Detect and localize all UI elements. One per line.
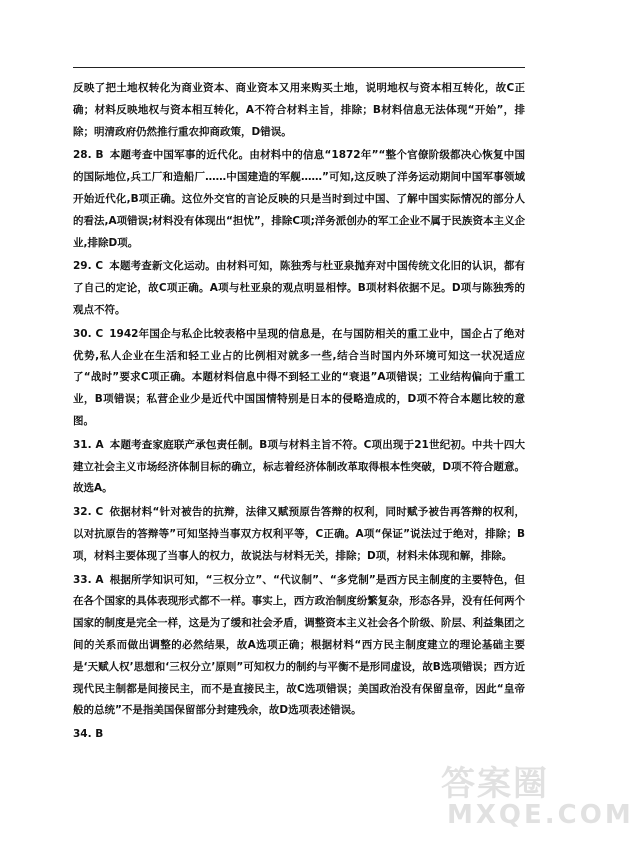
watermark-url: MXQE.COM [447, 800, 634, 830]
answer-29 [73, 256, 525, 321]
answer-31 [73, 435, 525, 500]
watermark-title: 答案圈 [441, 764, 549, 804]
paragraph-continuation [73, 78, 525, 143]
answer-number: 29. C [73, 260, 104, 273]
answer-text: 本题考查中国军事的近代化。由材料中的信息“1872年”“整个官僚阶级都决心恢复中国的国际地位,兵工厂和造船厂……中国建造的军舰……”可知,这反映了洋务运动期间中国军事领域开始近代化,B项正确。这位外交官的言论反映的只是当时到过中国、了解中国实际情况的部分人的看法,A项错误;材料没有体现出“担忧”，排除C项;洋务派创办的军工企业不属于民族资本主义企业,排除D项。 [73, 149, 525, 249]
answer-number: 30. C [73, 327, 104, 340]
answer-text: 本题考查新文化运动。由材料可知，陈独秀与杜亚泉抛弃对中国传统文化旧的认识，都有了自己的定论，故C项正确。A项与杜亚泉的观点明显相悖。B项材料依据不足。D项与陈独秀的观点不符。 [73, 260, 526, 316]
answer-text: 根据所学知识可知，“三权分立”、“代议制”、“多党制”是西方民主制度的主要特色，但在各个国家的具体表现形式都不一样。事实上，西方政治制度纷繁复杂，形态各异，没有任何两个国家的制度是完全一样，这是为了缓和社会矛盾，调整资本主义社会各个阶级、阶层、利益集团之间的关系而做出调整的必然结果，故A选项正确；根据材料“西方民主制度建立的理论基础主要是‘天赋人权’思想和‘三权分立’原则”可知权力的制约与平衡不是形同虚设，故B选项错误；西方近现代民主制都是间接民主，而不是直接民主，故C选项错误；美国政治没有保留皇帝，因此“皇帝般的总统”不是指美国保留部分封建残余，故D选项表述错误。 [73, 573, 525, 717]
answer-number: 34. B [73, 728, 104, 741]
answer-30 [73, 324, 525, 433]
answer-number: 33. A [73, 573, 104, 586]
answer-number: 31. A [73, 438, 104, 451]
answer-text: 依据材料“针对被告的抗辩，法律又赋预原告答辩的权利，同时赋予被告再答辩的权利，以对抗原告的答辩等”可知坚持当事双方权利平等，C正确。A项“保证”说法过于绝对，排除；B项，材料主要体现了当事人的权力，故说法与材料无关，排除；D项，材料未体现和解，排除。 [73, 506, 525, 562]
answer-text: 本题考查家庭联产承包责任制。B项与材料主旨不符。C项出现于21世纪初。中共十四大建立社会主义市场经济体制目标的确立，标志着经济体制改革取得根本性突破，D项不符合题意。故选A。 [73, 438, 525, 495]
answer-number: 32. C [73, 506, 104, 519]
answer-34 [73, 724, 525, 746]
answer-number: 28. B [73, 149, 104, 162]
answer-text: 1942年国企与私企比较表格中呈现的信息是，在与国防相关的重工业中，国企占了绝对优势,私人企业在生活和轻工业占的比例相对就多一些,结合当时国内外环境可知这一状况适应了“战时”要求C项正确。本题材料信息中得不到轻工业的“衰退”A项错误；工业结构偏向于重工业，B项错误；私营企业少是近代中国国情特别是日本的侵略造成的，D项不符合本题比较的意图。 [73, 327, 525, 427]
answer-33 [73, 570, 525, 723]
watermark-logo [431, 756, 634, 836]
answer-32 [73, 502, 525, 567]
header-rule [73, 67, 525, 68]
paragraph-text: 反映了把土地权转化为商业资本、商业资本又用来购买土地，说明地权与资本相互转化，故C正确；材料反映地权与资本相互转化，A不符合材料主旨，排除；B材料信息无法体现“开始”，排除；明清政府仍然推行重农抑商政策，D错误。 [73, 82, 525, 138]
answer-body [73, 78, 525, 746]
answer-28 [73, 145, 525, 254]
